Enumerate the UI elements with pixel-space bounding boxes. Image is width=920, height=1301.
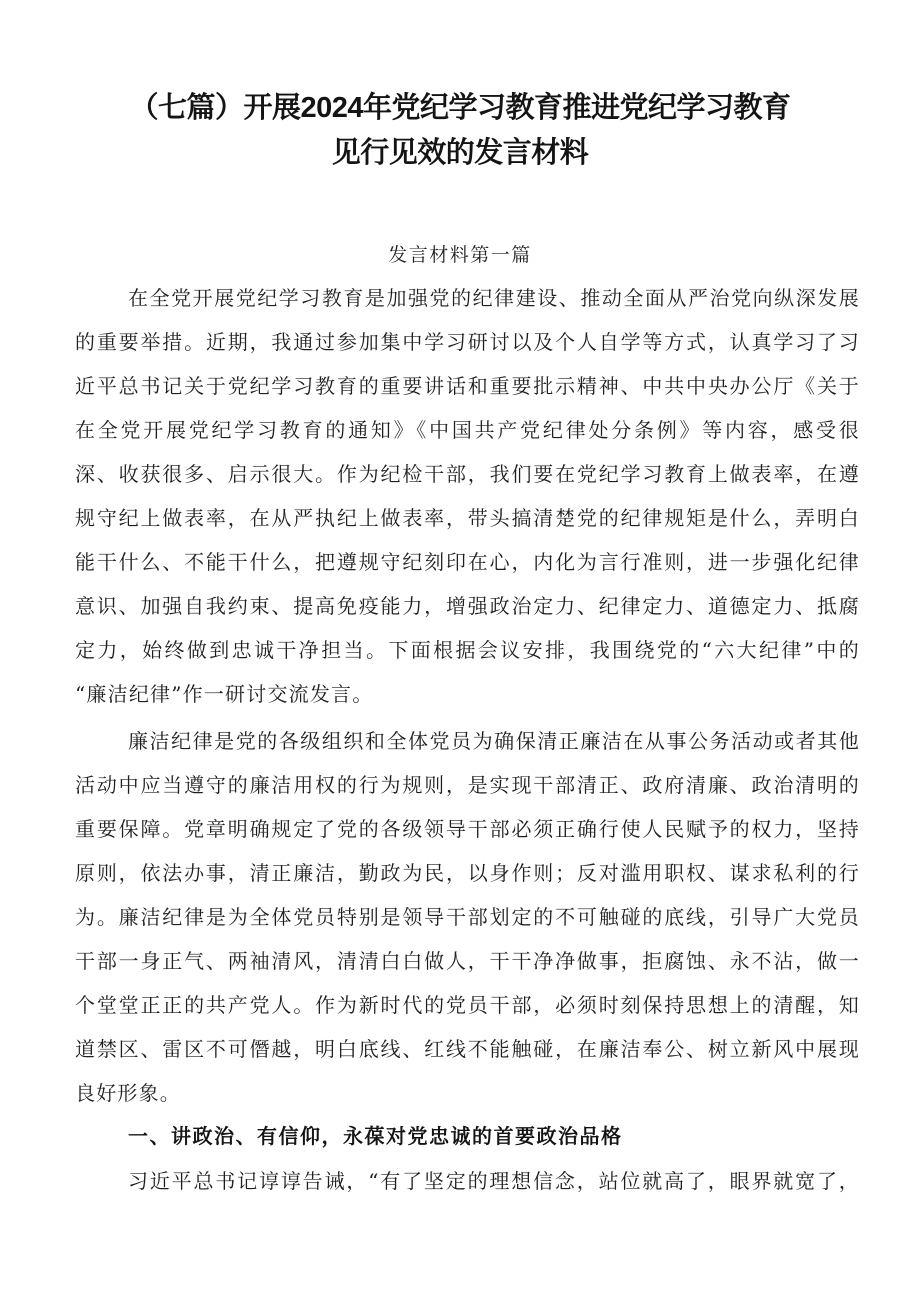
paragraph-line: 的重要举措。近期，我通过参加集中学习研讨以及个人自学等方式，认真学习了习 <box>75 330 860 354</box>
paragraph-line: 重要保障。党章明确规定了党的各级领导干部必须正确行使人民赋予的权力，坚持 <box>75 817 860 841</box>
paragraph-line: 廉洁纪律是党的各级组织和全体党员为确保清正廉洁在从事公务活动或者其他 <box>128 729 860 753</box>
paragraph-line: 能干什么、不能干什么，把遵规守纪刻印在心，内化为言行准则，进一步强化纪律 <box>75 550 860 574</box>
paragraph-line: 良好形象。 <box>75 1081 181 1105</box>
paragraph-line: 意识、加强自我约束、提高免疫能力，增强政治定力、纪律定力、道德定力、抵腐 <box>75 594 860 618</box>
paragraph-2 <box>75 719 860 1115</box>
document-title <box>0 86 920 176</box>
paragraph-line: 规守纪上做表率，在从严执纪上做表率，带头搞清楚党的纪律规矩是什么，弄明白 <box>75 506 860 530</box>
paragraph-line: 为。廉洁纪律是为全体党员特别是领导干部划定的不可触碰的底线，引导广大党员 <box>75 905 860 929</box>
paragraph-line: 在全党开展党纪学习教育是加强党的纪律建设、推动全面从严治党向纵深发展 <box>128 286 860 310</box>
paragraph-line: 在全党开展党纪学习教育的通知》《中国共产党纪律处分条例》等内容，感受很 <box>75 418 860 442</box>
paragraph-1 <box>75 276 860 716</box>
paragraph-line: 原则，依法办事，清正廉洁，勤政为民，以身作则；反对滥用职权、谋求私利的行 <box>75 861 860 885</box>
paragraph-line: 个堂堂正正的共产党人。作为新时代的党员干部，必须时刻保持思想上的清醒，知 <box>75 993 860 1017</box>
section-title: 发言材料第一篇 <box>388 244 532 266</box>
title-line-2: 见行见效的发言材料 <box>331 137 589 169</box>
paragraph-line: 道禁区、雷区不可僭越，明白底线、红线不能触碰，在廉洁奉公、树立新风中展现 <box>75 1037 860 1061</box>
paragraph-line: 习近平总书记谆谆告诫，“有了坚定的理想信念，站位就高了，眼界就宽了， <box>128 1169 860 1193</box>
paragraph-line: 定力，始终做到忠诚干净担当。下面根据会议安排，我围绕党的“六大纪律”中的 <box>75 638 860 662</box>
paragraph-line: 干部一身正气、两袖清风，清清白白做人，干干净净做事，拒腐蚀、永不沾，做一 <box>75 949 860 973</box>
paragraph-3 <box>75 1159 860 1203</box>
paragraph-line: 近平总书记关于党纪学习教育的重要讲话和重要批示精神、中共中央办公厅《关于 <box>75 374 860 398</box>
paragraph-line: 深、收获很多、启示很大。作为纪检干部，我们要在党纪学习教育上做表率，在遵 <box>75 462 860 486</box>
section-heading-1: 一、讲政治、有信仰，永葆对党忠诚的首要政治品格 <box>128 1126 623 1148</box>
title-line-1: （七篇）开展2024年党纪学习教育推进党纪学习教育 <box>129 92 791 124</box>
paragraph-line: “廉洁纪律”作一研讨交流发言。 <box>75 682 374 706</box>
paragraph-line: 活动中应当遵守的廉洁用权的行为规则，是实现干部清正、政府清廉、政治清明的 <box>75 773 860 797</box>
